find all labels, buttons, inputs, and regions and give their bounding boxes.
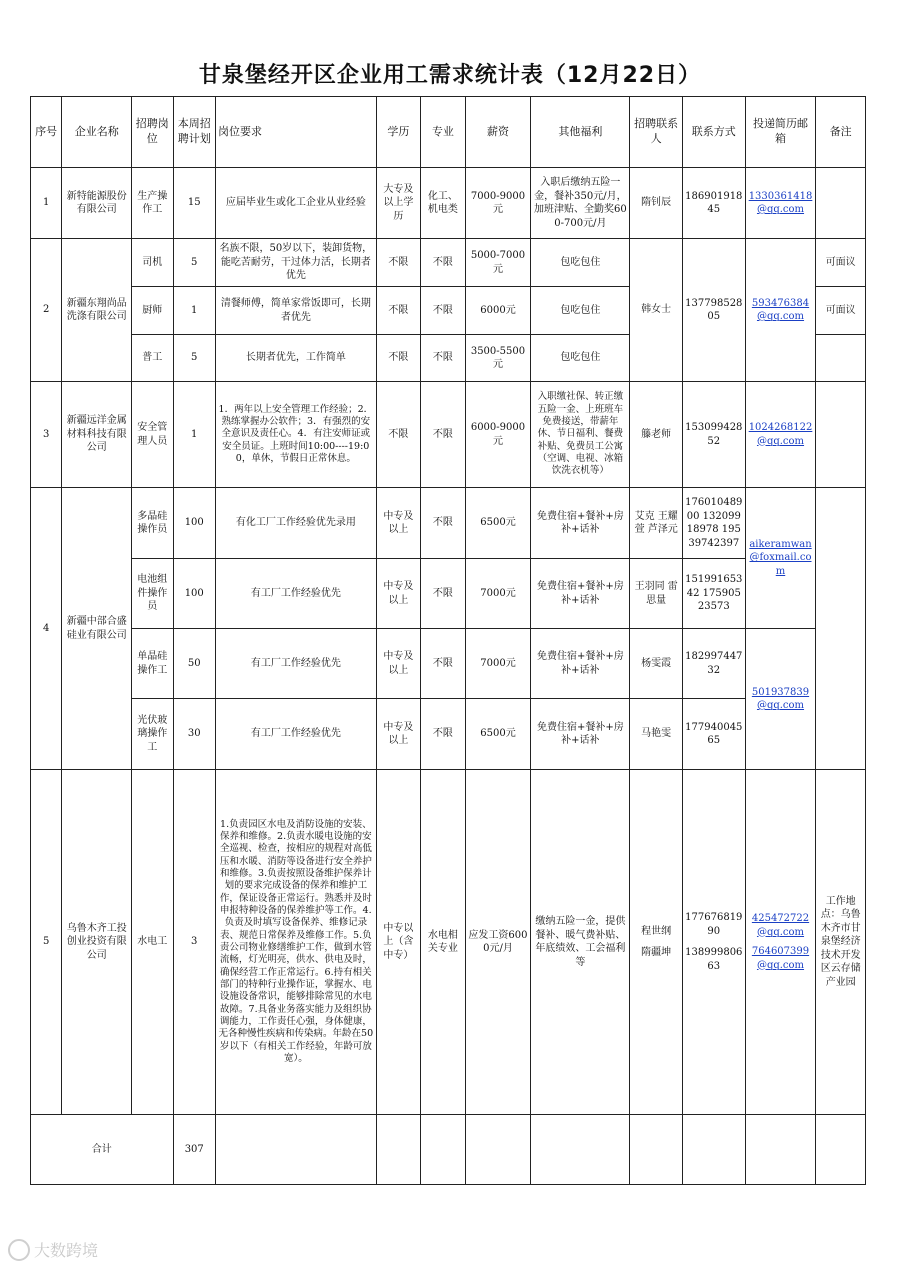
- requirement-cell: 有工厂工作经验优先: [215, 699, 376, 770]
- email-link[interactable]: 501937839@qq.com: [751, 686, 810, 711]
- watermark-logo-icon: [8, 1239, 30, 1261]
- header-row: [31, 97, 866, 168]
- salary-cell: 应发工资6000元/月: [465, 770, 531, 1115]
- watermark: [8, 1238, 98, 1261]
- benefits-cell: 免费住宿+餐补+房补+话补: [531, 559, 630, 629]
- seq-cell: 2: [31, 239, 62, 382]
- remark-cell: 工作地点：乌鲁木齐市甘泉堡经济技术开发区云存储产业园: [816, 770, 866, 1115]
- position-cell: 水电工: [132, 770, 173, 1115]
- email-cell: [745, 382, 816, 488]
- education-cell: 大专及以上学历: [376, 168, 420, 239]
- plan-cell: 50: [173, 629, 215, 699]
- plan-cell: 100: [173, 488, 215, 559]
- position-cell: 生产操作工: [132, 168, 173, 239]
- salary-cell: 6000-9000元: [465, 382, 531, 488]
- table-row: [31, 382, 866, 488]
- requirement-cell: 1.负责园区水电及消防设施的安装、保养和维修。2.负责水暖电设施的安全巡视、检查，按相应的规程对高低压和水暖、消防等设备进行安全养护和维修。3.负责按照设备维护保养计划的要求完成设备的保养和维护工作，保证设备正常运行。熟悉并及时申报特种设备的保养维护等工作。4.负责及时填写设备保养、维修记录表、规范日常保养及维修工作。5.负责公司物业修缮维护工作，做到水管流畅，灯光明亮，供水、供电及时，确保经营工作正常运行。6.持有相关部门的特种行业操作证，掌握水、电设施设备常识，能够排除常见的水电故障。7.具备业务落实能力及组织协调能力，工作责任心强，身体健康，无各种慢性疾病和传染病。年龄在50岁以下（有相关工作经验，年龄可放宽）。: [215, 770, 376, 1115]
- salary-cell: 7000元: [465, 559, 531, 629]
- remark-cell: [816, 382, 866, 488]
- benefits-cell: 包吃包住: [531, 287, 630, 335]
- table-row: [31, 559, 866, 629]
- salary-cell: 5000-7000元: [465, 239, 531, 287]
- header-plan: 本周招聘计划: [173, 97, 215, 168]
- salary-cell: 6500元: [465, 699, 531, 770]
- major-cell: 化工、机电类: [421, 168, 465, 239]
- contact-cell: 王羽同 雷思量: [630, 559, 683, 629]
- remark-cell: [816, 335, 866, 382]
- plan-cell: 5: [173, 335, 215, 382]
- plan-cell: 5: [173, 239, 215, 287]
- benefits-cell: 免费住宿+餐补+房补+话补: [531, 629, 630, 699]
- header-remark: 备注: [816, 97, 866, 168]
- benefits-cell: 包吃包住: [531, 335, 630, 382]
- table-row: [31, 770, 866, 1115]
- requirement-cell: 应届毕业生或化工企业从业经验: [215, 168, 376, 239]
- position-cell: 厨师: [132, 287, 173, 335]
- email-cell: [745, 770, 816, 1115]
- major-cell: 不限: [421, 239, 465, 287]
- education-cell: 中专及以上: [376, 629, 420, 699]
- phone-number: 13899980663: [685, 947, 743, 972]
- benefits-cell: 包吃包住: [531, 239, 630, 287]
- plan-cell: 15: [173, 168, 215, 239]
- email-cell: [745, 488, 816, 629]
- phone-cell: [682, 770, 745, 1115]
- table-row: [31, 699, 866, 770]
- email-cell: [745, 239, 816, 382]
- header-contact: 招聘联系人: [630, 97, 683, 168]
- phone-cell: 18690191845: [682, 168, 745, 239]
- header-position: 招聘岗位: [132, 97, 173, 168]
- salary-cell: 7000元: [465, 629, 531, 699]
- company-cell: 新疆中部合盛硅业有限公司: [62, 488, 132, 770]
- major-cell: 不限: [421, 287, 465, 335]
- seq-cell: 5: [31, 770, 62, 1115]
- seq-cell: 3: [31, 382, 62, 488]
- position-cell: 司机: [132, 239, 173, 287]
- header-benefits: 其他福利: [531, 97, 630, 168]
- phone-number: 17767681990: [685, 912, 743, 937]
- major-cell: 不限: [421, 488, 465, 559]
- seq-cell: 4: [31, 488, 62, 770]
- email-link[interactable]: aikeramwan@foxmail.com: [749, 538, 812, 577]
- major-cell: 不限: [421, 559, 465, 629]
- phone-cell: 17794004565: [682, 699, 745, 770]
- education-cell: 中专及以上: [376, 559, 420, 629]
- requirement-cell: 名族不限，50岁以下，装卸货物，能吃苦耐劳，干过体力活，长期者优先: [215, 239, 376, 287]
- remark-cell: [816, 168, 866, 239]
- phone-cell: 17601048900 13209918978 19539742397: [682, 488, 745, 559]
- seq-cell: 1: [31, 168, 62, 239]
- major-cell: 不限: [421, 335, 465, 382]
- phone-cell: 18299744732: [682, 629, 745, 699]
- contact-cell: [630, 770, 683, 1115]
- position-cell: 普工: [132, 335, 173, 382]
- table-row: [31, 629, 866, 699]
- contact-cell: 杨雯霞: [630, 629, 683, 699]
- phone-cell: 15309942852: [682, 382, 745, 488]
- salary-cell: 6000元: [465, 287, 531, 335]
- salary-cell: 6500元: [465, 488, 531, 559]
- header-seq: 序号: [31, 97, 62, 168]
- email-cell: [745, 168, 816, 239]
- benefits-cell: 入职缴社保、转正缴五险一金、上班班车免费接送，带薪年休、节日福利、餐费补贴、免费员工公寓（空调、电视、冰箱饮洗衣机等）: [531, 382, 630, 488]
- benefits-cell: 入职后缴纳五险一金，餐补350元/月，加班津贴、全勤奖600-700元/月: [531, 168, 630, 239]
- contact-cell: 隋钊辰: [630, 168, 683, 239]
- position-cell: 多晶硅操作员: [132, 488, 173, 559]
- requirement-cell: 清餐师傅，简单家常饭即可，长期者优先: [215, 287, 376, 335]
- phone-cell: 13779852805: [682, 239, 745, 382]
- education-cell: 不限: [376, 287, 420, 335]
- phone-cell: 15199165342 17590523573: [682, 559, 745, 629]
- education-cell: 不限: [376, 335, 420, 382]
- education-cell: 不限: [376, 382, 420, 488]
- total-row: [31, 1115, 866, 1185]
- table-row: [31, 239, 866, 287]
- total-label: 合计: [31, 1115, 174, 1185]
- requirement-cell: 1．两年以上安全管理工作经验；2．熟练掌握办公软件；3．有强烈的安全意识及责任心。4．有注安师证或安全员证。上班时间10:00----19:00，单休，节假日正常休息。: [215, 382, 376, 488]
- contact-cell: 艾克 王耀萱 芦泽元: [630, 488, 683, 559]
- position-cell: 电池组件操作员: [132, 559, 173, 629]
- email-cell: [745, 629, 816, 770]
- position-cell: 单晶硅操作工: [132, 629, 173, 699]
- education-cell: 中专及以上: [376, 488, 420, 559]
- header-company: 企业名称: [62, 97, 132, 168]
- contact-name: 隋疆坤: [641, 947, 672, 958]
- email-link[interactable]: 593476384@qq.com: [751, 297, 810, 322]
- plan-cell: 3: [173, 770, 215, 1115]
- email-link[interactable]: 1024268122@qq.com: [748, 422, 813, 447]
- contact-cell: 马艳雯: [630, 699, 683, 770]
- education-cell: 中专以上（含中专）: [376, 770, 420, 1115]
- remark-cell: [816, 488, 866, 770]
- benefits-cell: 免费住宿+餐补+房补+话补: [531, 699, 630, 770]
- email-link[interactable]: 425472722@qq.com: [751, 913, 810, 938]
- header-phone: 联系方式: [682, 97, 745, 168]
- requirement-cell: 有工厂工作经验优先: [215, 629, 376, 699]
- major-cell: 不限: [421, 382, 465, 488]
- plan-cell: 30: [173, 699, 215, 770]
- requirement-cell: 长期者优先，工作简单: [215, 335, 376, 382]
- contact-cell: 籐老师: [630, 382, 683, 488]
- position-cell: 光伏玻璃操作工: [132, 699, 173, 770]
- company-cell: 新疆远洋金属材料科技有限公司: [62, 382, 132, 488]
- plan-cell: 1: [173, 382, 215, 488]
- header-major: 专业: [421, 97, 465, 168]
- table-row: [31, 168, 866, 239]
- recruitment-table: [30, 96, 866, 1185]
- major-cell: 不限: [421, 629, 465, 699]
- table-row: [31, 488, 866, 559]
- education-cell: 中专及以上: [376, 699, 420, 770]
- requirement-cell: 有工厂工作经验优先: [215, 559, 376, 629]
- email-link[interactable]: 764607399@qq.com: [751, 946, 810, 971]
- watermark-text: 大数跨境: [34, 1241, 99, 1260]
- total-value: 307: [173, 1115, 215, 1185]
- header-education: 学历: [376, 97, 420, 168]
- email-link[interactable]: 1330361418@qq.com: [748, 190, 813, 215]
- position-cell: 安全管理人员: [132, 382, 173, 488]
- remark-cell: 可面议: [816, 287, 866, 335]
- benefits-cell: 免费住宿+餐补+房补+话补: [531, 488, 630, 559]
- salary-cell: 7000-9000元: [465, 168, 531, 239]
- major-cell: 水电相关专业: [421, 770, 465, 1115]
- plan-cell: 1: [173, 287, 215, 335]
- plan-cell: 100: [173, 559, 215, 629]
- contact-cell: 韩女士: [630, 239, 683, 382]
- company-cell: 新特能源股份有限公司: [62, 168, 132, 239]
- company-cell: 新疆东翔尚品洗涤有限公司: [62, 239, 132, 382]
- page-title: 甘泉堡经开区企业用工需求统计表（12月22日）: [198, 63, 702, 88]
- major-cell: 不限: [421, 699, 465, 770]
- contact-name: 程世纲: [641, 925, 672, 937]
- header-email: 投递简历邮箱: [745, 97, 816, 168]
- requirement-cell: 有化工厂工作经验优先录用: [215, 488, 376, 559]
- benefits-cell: 缴纳五险一金，提供餐补、暖气费补贴、年底绩效、工会福利等: [531, 770, 630, 1115]
- company-cell: 乌鲁木齐工投创业投资有限公司: [62, 770, 132, 1115]
- remark-cell: 可面议: [816, 239, 866, 287]
- header-salary: 薪资: [465, 97, 531, 168]
- education-cell: 不限: [376, 239, 420, 287]
- header-requirement: 岗位要求: [215, 97, 376, 168]
- salary-cell: 3500-5500元: [465, 335, 531, 382]
